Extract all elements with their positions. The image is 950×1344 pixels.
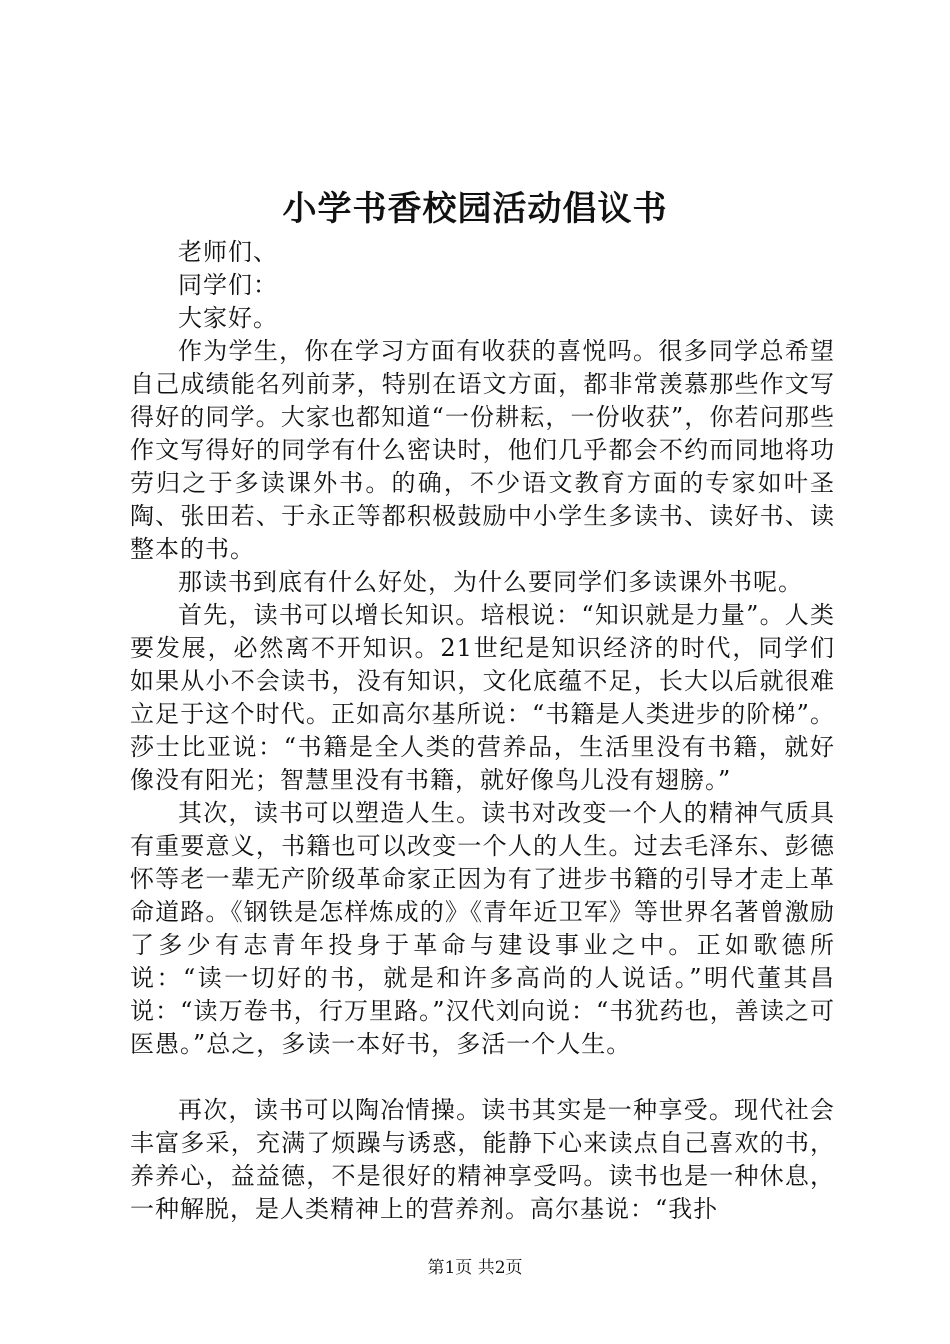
body-paragraph: 首先，读书可以增长知识。培根说：“知识就是力量”。人类要发展，必然离不开知识。21世纪是知识经济的时代，同学们如果从小不会读书，没有知识，文化底蕴不足，长大以后就很难立足于这个时代。正如高尔基所说：“书籍是人类进步的阶梯”。莎士比亚说：“书籍是全人类的营养品，生活里没有书籍，就好像没有阳光；智慧里没有书籍，就好像鸟儿没有翅膀。”	[130, 601, 835, 794]
document-body	[130, 236, 835, 1226]
body-paragraph: 作为学生，你在学习方面有收获的喜悦吗。很多同学总希望自己成绩能名列前茅，特别在语文方面，都非常羡慕那些作文写得好的同学。大家也都知道“一份耕耘，一份收获”，你若问那些作文写得好的同学有什么密诀时，他们几乎都会不约而同地将功劳归之于多读课外书。的确，不少语文教育方面的专家如叶圣陶、张田若、于永正等都积极鼓励中小学生多读书、读好书、读整本的书。	[130, 337, 835, 563]
body-paragraph: 那读书到底有什么好处，为什么要同学们多读课外书呢。	[178, 568, 803, 596]
document-title: 小学书香校园活动倡议书	[282, 189, 668, 229]
salutation-teachers: 老师们、	[178, 238, 278, 266]
greeting: 大家好。	[178, 304, 278, 332]
body-paragraph: 再次，读书可以陶冶情操。读书其实是一种享受。现代社会丰富多采，充满了烦躁与诱惑，能静下心来读点自己喜欢的书，养养心，益益德，不是很好的精神享受吗。读书也是一种休息，一种解脱，是人类精神上的营养剂。高尔基说：“我扑	[130, 1096, 835, 1223]
salutation-students: 同学们：	[178, 271, 278, 299]
body-paragraph: 其次，读书可以塑造人生。读书对改变一个人的精神气质具有重要意义，书籍也可以改变一个人的人生。过去毛泽东、彭德怀等老一辈无产阶级革命家正因为有了进步书籍的引导才走上革命道路。《钢铁是怎样炼成的》《青年近卫军》等世界名著曾激励了多少有志青年投身于革命与建设事业之中。正如歌德所说：“读一切好的书，就是和许多高尚的人说话。”明代董其昌说：“读万卷书，行万里路。”汉代刘向说：“书犹药也，善读之可医愚。”总之，多读一本好书，多活一个人生。	[130, 799, 835, 1058]
page-number-footer: 第1页 共2页	[427, 1258, 523, 1278]
